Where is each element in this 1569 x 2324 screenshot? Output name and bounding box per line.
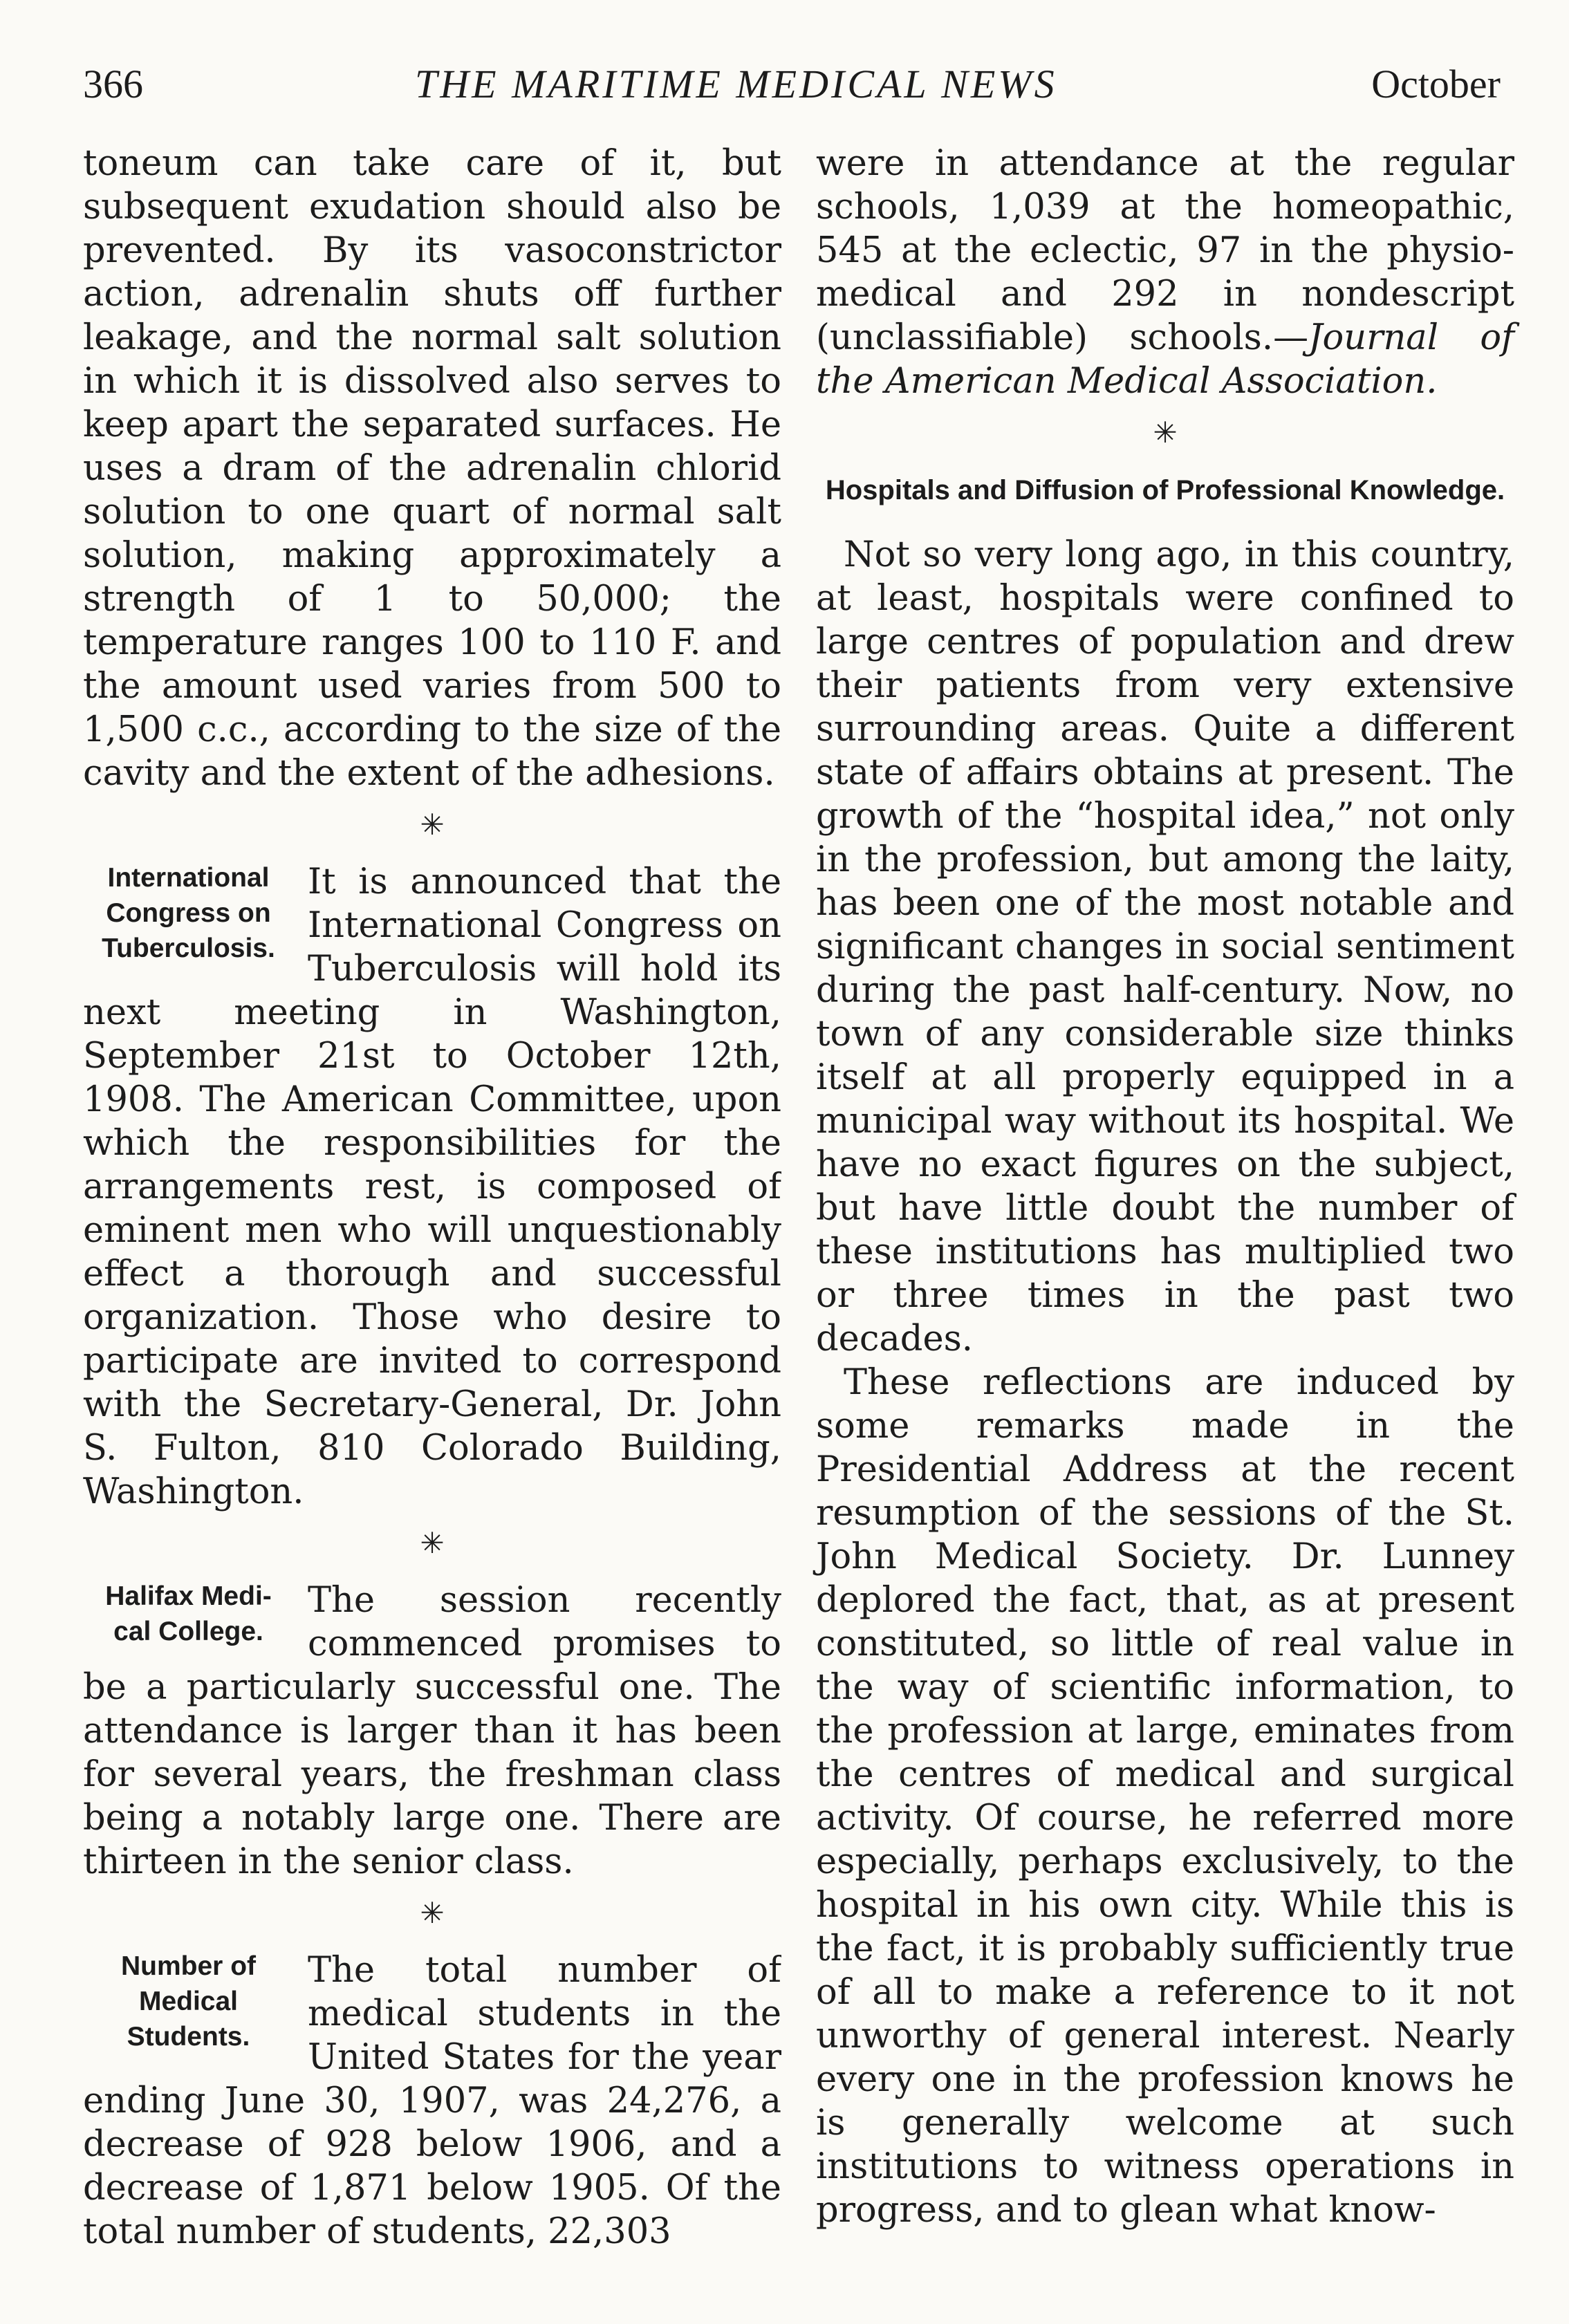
news-item-tuberculosis-congress bbox=[83, 860, 781, 1514]
continued-paragraph: toneum can take care of it, but subsequent exudation should also be prevented. By its vasoconstrictor action, adrenalin shuts off further leakage, and the normal salt solution in which it is dissolved also serves to keep apart the separated surfaces. He uses a dram of the adrenalin chlorid solution to one quart of normal salt solution, making approximately a strength of 1 to 50,000; the temperature ranges 100 to 110 F. and the amount used varies from 500 to 1,500 c.c., according to the size of the cavity and the extent of the adhesions. bbox=[83, 143, 781, 794]
side-heading: International Congress on Tuberculosis. bbox=[102, 863, 275, 963]
page-header bbox=[83, 61, 1501, 116]
news-item-text: It is announced that the International Congress on Tuberculosis will hold its next meeting in Washington, September 21st to October 12th, 1908. The American Committee, upon which the responsibilities for the arrangements rest, is composed of eminent men who will unquestionably effect a thorough and successful organization. Those who desire to participate are invited to correspond with the Secretary-General, Dr. John S. Fulton, 810 Colorado Building, Washington. bbox=[83, 862, 781, 1512]
article-paragraph: These reflections are induced by some remarks made in the Presidential Address at the recent resumption of the sessions of the St. John Medical Society. Dr. Lunney deplored the fact, that, as at present constituted, so little of real value in the way of scientific information, to the profession at large, eminates from the centres of medical and surgical activity. Of course, he referred more especially, perhaps exclusively, to the hospital in his own city. While this is the fact, it is probably sufficiently true of all to make a reference to it not unworthy of general interest. Nearly every one in the profession knows he is generally welcome at such institutions to witness operations in progress, and to glean what know- bbox=[816, 1362, 1514, 2231]
asterism-separator: ✳ bbox=[420, 808, 445, 842]
news-item-halifax-college bbox=[83, 1579, 781, 1884]
asterism-separator: ✳ bbox=[420, 1526, 445, 1560]
article-title: Hospitals and Diffusion of Professional Knowledge. bbox=[825, 475, 1505, 505]
side-heading: Halifax Medi- cal College. bbox=[105, 1581, 272, 1646]
right-column bbox=[816, 142, 1514, 2232]
news-item-medical-students bbox=[83, 1949, 781, 2253]
continued-paragraph: were in attendance at the regular schools, 1,039 at the homeopathic, 545 at the eclectic, 97 in the physio-medical and 292 in nondescript (unclassifiable) schools.—Journal of the American Medical Association. bbox=[816, 143, 1514, 402]
journal-title: THE MARITIME MEDICAL NEWS bbox=[415, 62, 1057, 106]
left-column bbox=[83, 142, 781, 2253]
source-citation: Journal of the American Medical Association. bbox=[816, 317, 1514, 402]
article-paragraph: Not so very long ago, in this country, at least, hospitals were confined to large centres of population and drew their patients from very extensive surrounding areas. Quite a different state of affairs obtains at present. The growth of the “hospital idea,” not only in the profession, but among the laity, has been one of the most notable and significant changes in social sentiment during the past half-century. Now, no town of any considerable size thinks itself at all properly equipped in a municipal way without its hospital. We have no exact figures on the subject, but have little doubt the number of these institutions has multiplied two or three times in the past two decades. bbox=[816, 534, 1514, 1359]
asterism-separator: ✳ bbox=[420, 1896, 445, 1930]
issue-month: October bbox=[1371, 62, 1501, 106]
news-item-text: The session recently commenced promises to be a particularly successful one. The attendance is larger than it has been for several years, the freshman class being a notably large one. There are thirteen in the senior class. bbox=[83, 1580, 781, 1882]
page-number: 366 bbox=[83, 62, 143, 106]
news-item-text: The total number of medical students in the United States for the year ending June 30, 1907, was 24,276, a decrease of 928 below 1906, and a decrease of 1,871 below 1905. Of the total number of students, 22,303 bbox=[83, 1950, 781, 2252]
side-heading: Number of Medical Students. bbox=[121, 1951, 256, 2052]
asterism-separator: ✳ bbox=[1153, 416, 1178, 449]
